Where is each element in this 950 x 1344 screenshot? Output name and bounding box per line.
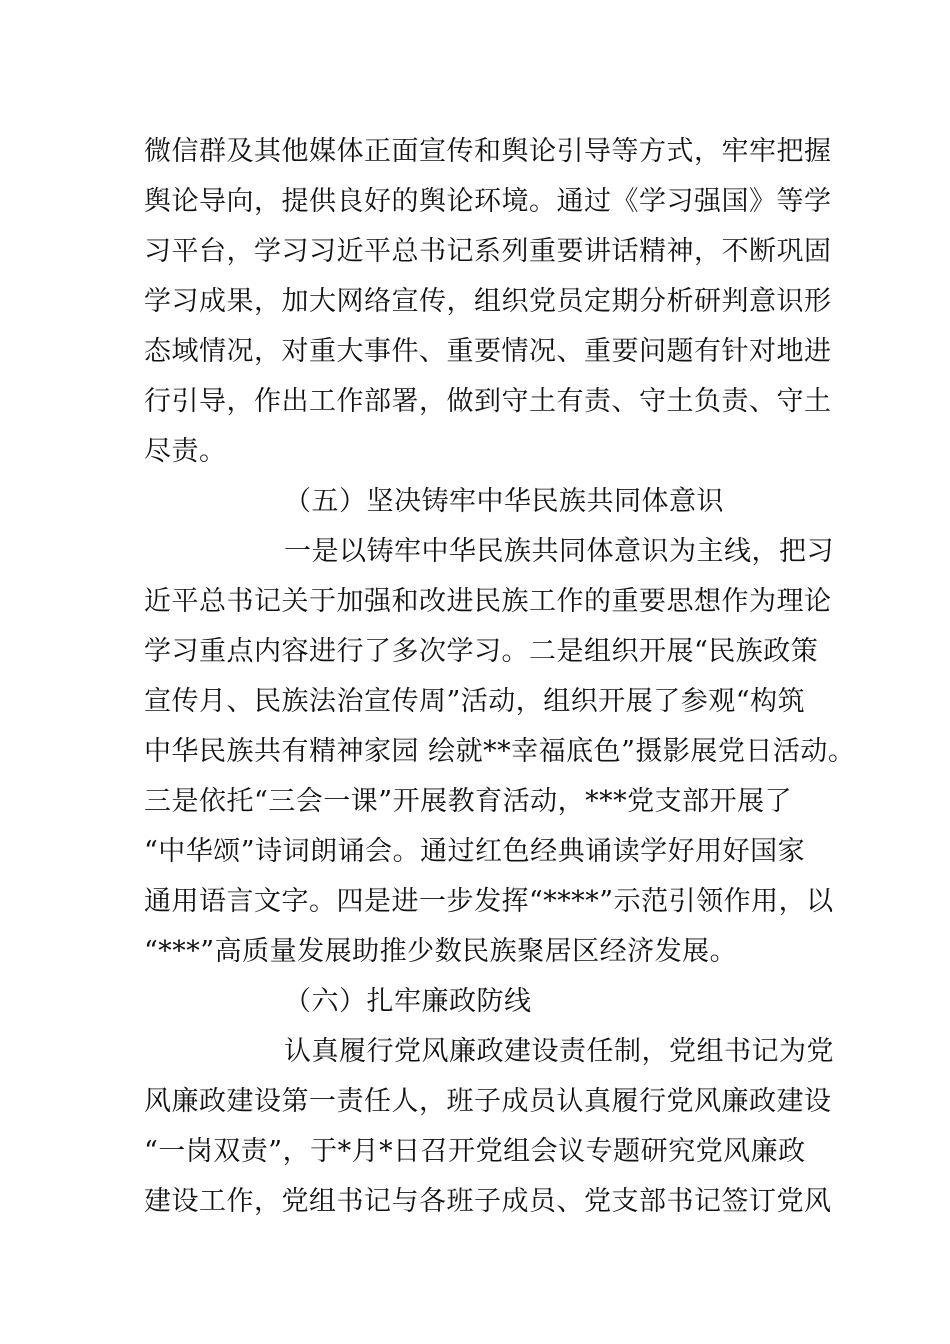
text-line: “一岗双责”，于*月*日召开党组会议专题研究党风廉政 xyxy=(144,1136,806,1167)
text-line: 学习成果，加大网络宣传，组织党员定期分析研判意识形 xyxy=(144,286,832,317)
text-line: 风廉政建设第一责任人，班子成员认真履行党风廉政建设 xyxy=(144,1086,832,1117)
text-line: 三是依托“三会一课”开展教育活动，***党支部开展了 xyxy=(144,786,793,817)
paragraph-first-line: 一是以铸牢中华民族共同体意识为主线，把习 xyxy=(284,536,834,567)
text-line: 微信群及其他媒体正面宣传和舆论引导等方式，牢牢把握 xyxy=(144,136,832,167)
text-line: “***”高质量发展助推少数民族聚居区经济发展。 xyxy=(144,936,738,967)
text-line: 建设工作，党组书记与各班子成员、党支部书记签订党风 xyxy=(144,1186,832,1217)
section-heading: （五）坚决铸牢中华民族共同体意识 xyxy=(284,486,724,517)
paragraph-first-line: 认真履行党风廉政建设责任制，党组书记为党 xyxy=(284,1036,834,1067)
text-line: 舆论导向，提供良好的舆论环境。通过《学习强国》等学 xyxy=(144,186,832,217)
text-line: 习平台，学习习近平总书记系列重要讲话精神，不断巩固 xyxy=(144,236,832,267)
text-line: 行引导，作出工作部署，做到守土有责、守土负责、守土 xyxy=(144,386,832,417)
text-line: 尽责。 xyxy=(144,436,227,467)
section-heading: （六）扎牢廉政防线 xyxy=(284,986,532,1017)
text-line: 宣传月、民族法治宣传周”活动，组织开展了参观“构筑 xyxy=(144,686,806,717)
text-line: 学习重点内容进行了多次学习。二是组织开展“民族政策 xyxy=(144,636,819,667)
text-line: 中华民族共有精神家园 绘就**幸福底色”摄影展党日活动。 xyxy=(144,736,856,767)
text-line: 近平总书记关于加强和改进民族工作的重要思想作为理论 xyxy=(144,586,832,617)
text-line: 态域情况，对重大事件、重要情况、重要问题有针对地进 xyxy=(144,336,832,367)
text-line: “中华颂”诗词朗诵会。通过红色经典诵读学好用好国家 xyxy=(144,836,806,867)
text-line: 通用语言文字。四是进一步发挥“****”示范引领作用，以 xyxy=(144,886,834,917)
